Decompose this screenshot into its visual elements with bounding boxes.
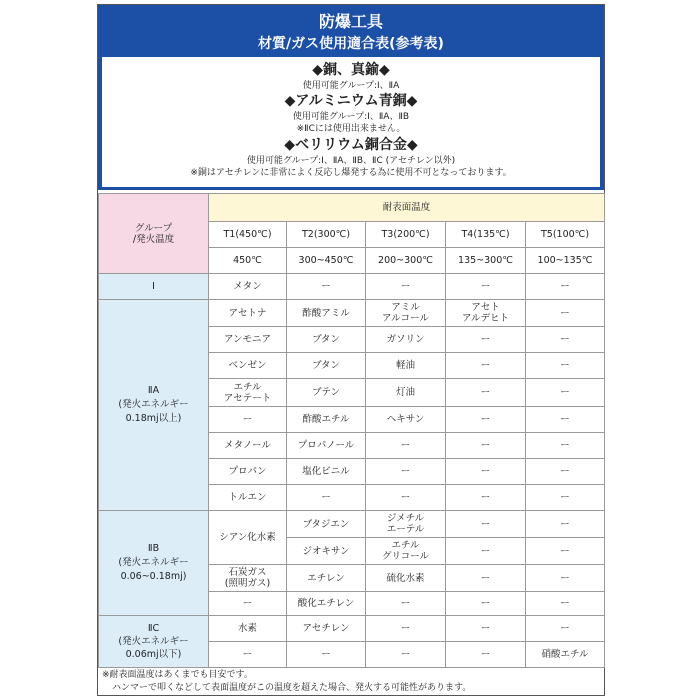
groups-copper-brass: 使用可能グループ:Ⅰ、ⅡA <box>302 81 400 91</box>
table-cell: ー <box>446 511 526 538</box>
table-cell: エチレン <box>287 565 366 592</box>
table-cell: ー <box>526 274 605 300</box>
table-cell: ー <box>366 642 446 668</box>
table-cell: ー <box>446 592 526 616</box>
table-cell: アンモニア <box>209 327 287 353</box>
table-cell: 硝酸エチル <box>526 642 605 668</box>
gas-compatibility-table <box>98 193 605 668</box>
table-cell: アセト アルデヒト <box>446 300 526 327</box>
class-t5: T5(100℃) <box>526 222 605 248</box>
table-cell: 塩化ビニル <box>287 459 366 485</box>
table-cell: ー <box>366 433 446 459</box>
table-cell: ー <box>209 407 287 433</box>
table-cell: 酢酸エチル <box>287 407 366 433</box>
page-title: 防爆工具 <box>318 12 383 31</box>
table-row <box>99 274 605 300</box>
note-copper-acetylene: ※銅はアセチレンに非常によく反応し爆発する為に使用不可となっております。 <box>190 168 512 178</box>
table-cell: ー <box>446 407 526 433</box>
material-aluminum-bronze: ◆アルミニウム青銅◆ <box>284 93 418 109</box>
table-cell: ジオキサン <box>287 538 366 565</box>
material-beryllium-copper: ◆ベリリウム銅合金◆ <box>284 137 418 153</box>
footnote-1: ※耐表面温度はあくまでも目安です。 <box>102 670 253 680</box>
table-cell: ー <box>526 379 605 407</box>
table-cell: ー <box>526 407 605 433</box>
table-cell: プロパン <box>209 459 287 485</box>
table-cell: ー <box>446 642 526 668</box>
page-subtitle: 材質/ガス使用適合表(参考表) <box>258 36 444 52</box>
table-cell: ー <box>446 538 526 565</box>
table-cell: ー <box>209 592 287 616</box>
table-cell: ー <box>446 353 526 379</box>
table-cell: ー <box>287 274 366 300</box>
table-cell: ー <box>287 485 366 511</box>
table-cell: アセチレン <box>287 616 366 642</box>
table-cell: ー <box>446 433 526 459</box>
table-cell: エチル グリコール <box>366 538 446 565</box>
table-cell: ガソリン <box>366 327 446 353</box>
table-cell: ー <box>446 485 526 511</box>
table-cell: ー <box>446 379 526 407</box>
footnote-2: ハンマーで叩くなどして表面温度がこの温度を超えた場合、発火する可能性があります。 <box>112 683 472 693</box>
groups-aluminum-bronze: 使用可能グループ:Ⅰ、ⅡA、ⅡB <box>292 112 410 122</box>
groups-beryllium-copper: 使用可能グループ:Ⅰ、ⅡA、ⅡB、ⅡC (アセチレン以外) <box>246 156 456 166</box>
table-cell: ブタン <box>287 353 366 379</box>
table-cell: ブテン <box>287 379 366 407</box>
compatibility-sheet <box>97 4 605 696</box>
range-t1: 450℃ <box>209 248 287 274</box>
table-cell: ベンゼン <box>209 353 287 379</box>
table-cell: ー <box>446 327 526 353</box>
table-cell: 石炭ガス (照明ガス) <box>209 565 287 592</box>
table-cell: ー <box>446 274 526 300</box>
table-cell: アミル アルコール <box>366 300 446 327</box>
table-cell: ー <box>366 459 446 485</box>
table-cell: 酸化エチレン <box>287 592 366 616</box>
group-iia-label: ⅡA (発火エネルギー 0.18mj以上) <box>99 300 209 511</box>
table-cell: ー <box>526 538 605 565</box>
table-cell: 軽油 <box>366 353 446 379</box>
footnotes <box>102 669 602 695</box>
table-cell: シアン化水素 <box>209 511 287 565</box>
table-cell: ー <box>366 616 446 642</box>
range-t2: 300~450℃ <box>287 248 366 274</box>
table-cell: ー <box>526 616 605 642</box>
class-t4: T4(135℃) <box>446 222 526 248</box>
range-t3: 200~300℃ <box>366 248 446 274</box>
table-cell: ヘキサン <box>366 407 446 433</box>
class-t2: T2(300℃) <box>287 222 366 248</box>
surface-temp-header: 耐表面温度 <box>209 194 605 222</box>
table-cell: ー <box>526 300 605 327</box>
table-cell: ー <box>366 274 446 300</box>
class-t1: T1(450℃) <box>209 222 287 248</box>
class-t3: T3(200℃) <box>366 222 446 248</box>
table-cell: エチル アセテート <box>209 379 287 407</box>
table-cell: ブタジエン <box>287 511 366 538</box>
table-cell: ー <box>526 353 605 379</box>
table-cell: ー <box>526 459 605 485</box>
table-cell: ー <box>366 592 446 616</box>
table-cell: 水素 <box>209 616 287 642</box>
table-row <box>99 616 605 642</box>
table-cell: ー <box>366 485 446 511</box>
table-cell: ー <box>526 485 605 511</box>
table-cell: メタノール <box>209 433 287 459</box>
table-cell: ー <box>526 592 605 616</box>
table-cell: ー <box>526 511 605 538</box>
group-iic-label: ⅡC (発火エネルギー 0.06mj以下) <box>99 616 209 668</box>
table-row <box>99 300 605 327</box>
table-cell: メタン <box>209 274 287 300</box>
group-i-label: Ⅰ <box>99 274 209 300</box>
table-cell: ジメチル エーテル <box>366 511 446 538</box>
table-cell: ー <box>446 565 526 592</box>
range-t4: 135~300℃ <box>446 248 526 274</box>
group-iib-label: ⅡB (発火エネルギー 0.06~0.18mj) <box>99 511 209 616</box>
table-cell: 酢酸アミル <box>287 300 366 327</box>
table-cell: 硫化水素 <box>366 565 446 592</box>
table-cell: ー <box>526 565 605 592</box>
table-cell: ー <box>526 433 605 459</box>
table-cell: ー <box>287 642 366 668</box>
table-cell: ー <box>446 616 526 642</box>
note-aluminum-bronze: ※ⅡCには使用出来ません。 <box>296 124 406 134</box>
table-cell: ー <box>526 327 605 353</box>
header-panel <box>98 5 604 190</box>
table-cell: ー <box>209 642 287 668</box>
table-cell: アセトナ <box>209 300 287 327</box>
table-cell: 灯油 <box>366 379 446 407</box>
table-cell: プロパノール <box>287 433 366 459</box>
table-row <box>99 511 605 538</box>
group-header-cell: グループ /発火温度 <box>99 194 209 274</box>
table-cell: ー <box>446 459 526 485</box>
range-t5: 100~135℃ <box>526 248 605 274</box>
table-cell: トルエン <box>209 485 287 511</box>
material-copper-brass: ◆銅、真鍮◆ <box>312 62 390 78</box>
table-cell: ブタン <box>287 327 366 353</box>
materials-box <box>102 57 600 187</box>
